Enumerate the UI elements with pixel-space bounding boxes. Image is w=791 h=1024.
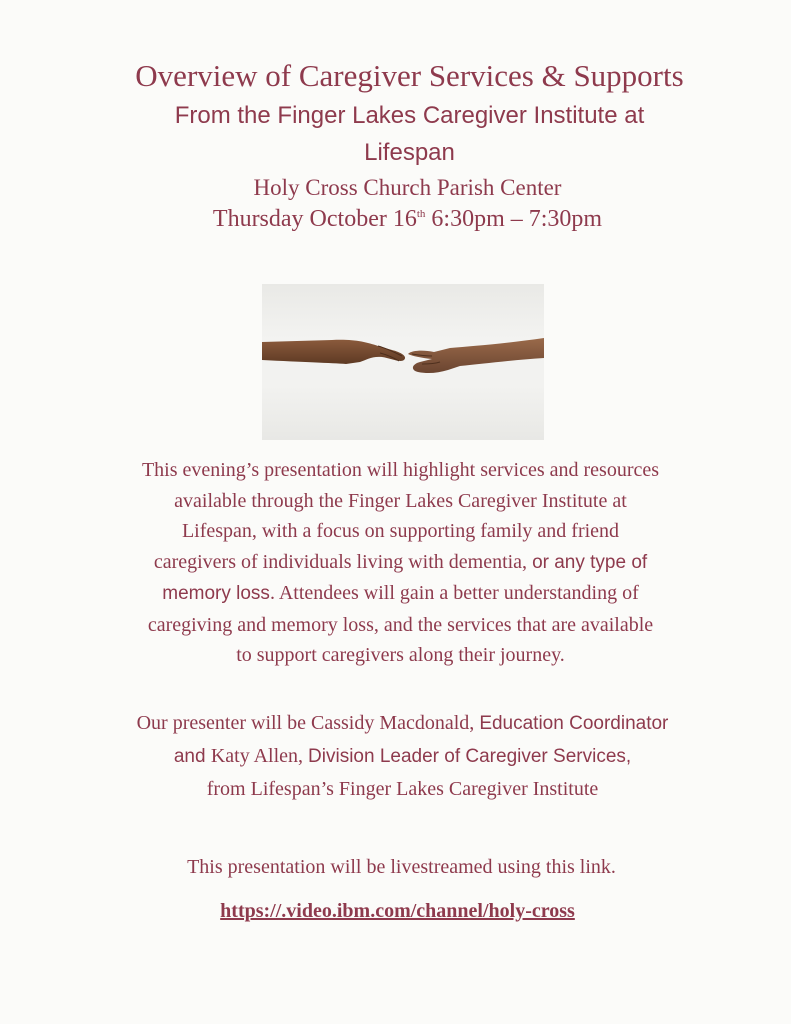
- flyer-subtitle-line1: From the Finger Lakes Caregiver Institute at: [174, 102, 645, 129]
- livestream-link[interactable]: https://.video.ibm.com/channel/holy-cross: [220, 900, 575, 922]
- event-venue: Holy Cross Church Parish Center: [253, 175, 562, 200]
- event-date-time: [12, 206, 791, 233]
- description-line: caregiving and memory loss, and the services that are available: [147, 613, 654, 636]
- event-date: Thursday October 16: [212, 206, 417, 232]
- description-text-sans: or any type of: [532, 551, 648, 573]
- description-text-sans: memory loss: [162, 583, 270, 604]
- livestream-link-row: [2, 900, 791, 923]
- description-line: available through the Finger Lakes Caregiver Institute at: [174, 489, 627, 512]
- presenter-text: Katy Allen,: [210, 745, 309, 767]
- description-line: [5, 547, 791, 579]
- presenter-role: Division Leader of Caregiver Services,: [308, 746, 632, 767]
- presenter-line: from Lifespan’s Finger Lakes Caregiver Institute: [206, 778, 599, 800]
- event-date-suffix: th: [416, 208, 426, 220]
- flyer-subtitle-line2: Lifespan: [364, 139, 455, 166]
- presenter-line: [7, 707, 791, 740]
- reaching-hands-icon: [262, 284, 544, 440]
- reaching-hands-photo: [262, 284, 544, 440]
- description-text: . Attendees will gain a better understanding of: [269, 582, 639, 604]
- description-line: This evening’s presentation will highlight services and resources: [141, 459, 660, 481]
- presenter-info: [7, 707, 791, 805]
- description-line: to support caregivers along their journey.: [236, 644, 565, 666]
- presenter-role: Education Coordinator: [479, 713, 669, 734]
- event-description: [5, 455, 791, 671]
- event-time: 6:30pm – 7:30pm: [425, 206, 603, 232]
- presenter-text: Our presenter will be Cassidy Macdonald,: [136, 712, 480, 734]
- description-line: Lifespan, with a focus on supporting family and friend: [181, 520, 620, 542]
- presenter-text-sans: and: [173, 746, 211, 767]
- flyer-title: Overview of Caregiver Services & Supports: [135, 58, 684, 93]
- presenter-line: [7, 740, 791, 773]
- livestream-note: This presentation will be livestreamed using this link.: [187, 856, 616, 878]
- description-text: caregivers of individuals living with dementia,: [153, 550, 533, 573]
- description-line: [5, 578, 791, 610]
